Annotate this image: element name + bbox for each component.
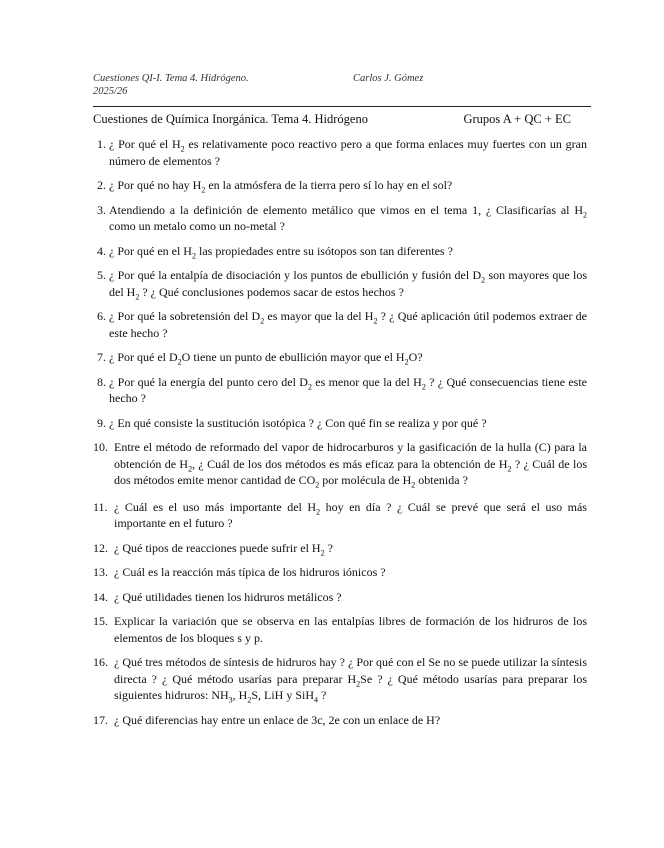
running-head-year: 2025/26	[93, 86, 128, 97]
question-subscript: 2	[188, 463, 193, 473]
question-item	[93, 177, 587, 194]
question-subscript: 2	[481, 275, 486, 285]
question-text: ¿ Por qué la energía del punto cero del D	[109, 374, 308, 389]
question-text: , ¿ Cuál de los dos métodos es más eficaz para la obtención de H	[192, 456, 508, 471]
question-subscript: 2	[247, 695, 252, 705]
question-text: obtenida ?	[415, 473, 468, 487]
question-text: las propiedades entre su isótopos son tan diferentes ?	[195, 243, 453, 258]
question-subscript: 2	[507, 463, 512, 473]
question-subscript: 2	[191, 250, 196, 260]
question-text: ¿ Por qué el H	[109, 137, 181, 151]
groups-label: Grupos A + QC + EC	[463, 112, 571, 126]
question-subscript: 2	[315, 480, 320, 490]
running-head-author: Carlos J. Gómez	[353, 73, 424, 84]
question-item	[93, 613, 587, 646]
question-text: ¿ Por qué la entalpía de disociación y los puntos de ebullición y fusión del D	[109, 268, 482, 282]
question-subscript: 2	[260, 316, 265, 326]
question-number: 17.	[93, 712, 108, 727]
question-text: en la atmósfera de la tierra pero sí lo hay en el sol?	[205, 178, 453, 192]
question-subscript: 4	[314, 695, 319, 705]
question-item	[93, 415, 587, 432]
question-subscript: 3	[228, 695, 233, 705]
question-subscript: 2	[356, 678, 361, 688]
question-number: 4.	[97, 243, 106, 258]
question-item	[93, 654, 587, 704]
question-number: 16.	[93, 655, 108, 669]
question-text: es menor que la del H	[311, 374, 422, 389]
question-text: ¿ En qué consiste la sustitución isotópica ? ¿ Con qué fin se realiza y por qué ?	[109, 415, 487, 430]
question-item	[93, 540, 587, 557]
question-item	[93, 564, 587, 581]
question-number: 14.	[93, 589, 108, 604]
document-header	[93, 106, 591, 127]
question-item	[93, 349, 587, 366]
question-number: 6.	[97, 309, 106, 323]
question-subscript: 2	[307, 381, 312, 391]
question-subscript: 2	[201, 185, 206, 195]
question-number: 3.	[97, 202, 106, 217]
question-item	[93, 499, 587, 532]
question-text: ?	[318, 688, 327, 702]
question-text: como un metalo como un no-metal ?	[109, 219, 285, 233]
question-number: 10.	[93, 440, 108, 454]
question-number: 15.	[93, 614, 108, 628]
running-head-left	[93, 72, 293, 98]
question-text: ¿ Qué diferencias hay entre un enlace de 3c, 2e con un enlace de H?	[114, 712, 441, 727]
question-subscript: 2	[320, 547, 325, 557]
question-number: 8.	[97, 374, 106, 389]
question-subscript: 2	[135, 291, 140, 301]
page-title: Cuestiones de Química Inorgánica. Tema 4. Hidrógeno	[93, 112, 368, 126]
question-text: es relativamente poco reactivo pero a que forma enlaces muy fuertes con un gran número de elementos ?	[109, 137, 587, 168]
question-item	[93, 712, 587, 729]
question-item	[93, 267, 587, 300]
question-text: O?	[408, 350, 423, 364]
question-number: 12.	[93, 540, 108, 555]
question-text: por molécula de H	[319, 473, 412, 487]
question-text: ¿ Qué tipos de reacciones puede sufrir el H	[114, 540, 321, 555]
question-text: , H	[232, 688, 248, 702]
question-text: ¿ Por qué el D	[109, 350, 178, 364]
question-subscript: 2	[373, 316, 378, 326]
question-number: 7.	[97, 350, 106, 364]
question-text: ¿ Cuál es el uso más importante del H	[114, 499, 317, 514]
question-text: Atendiendo a la definición de elemento metálico que vimos en el tema 1, ¿ Clasificarías al H	[109, 202, 583, 217]
question-number: 9.	[97, 415, 106, 430]
question-text: ?	[324, 540, 333, 555]
question-number: 11.	[93, 499, 108, 514]
question-number: 1.	[97, 137, 106, 151]
question-subscript: 2	[180, 144, 185, 154]
question-text: ¿ Qué tres métodos de síntesis de hidruros hay ? ¿ Por qué con el Se no se puede utilizar la síntesis directa ? ¿ Qué método usarías para preparar H	[114, 655, 587, 686]
question-number: 2.	[97, 178, 106, 192]
question-text: ¿ Qué utilidades tienen los hidruros metálicos ?	[114, 589, 342, 604]
question-text: O tiene un punto de ebullición mayor que el H	[181, 350, 405, 364]
running-head-course: Cuestiones QI-I. Tema 4. Hidrógeno.	[93, 73, 249, 84]
question-text: Entre el método de reformado del vapor de hidrocarburos y la gasificación de la hulla (C) para la obtención de H	[114, 440, 587, 471]
question-subscript: 2	[177, 357, 182, 367]
question-subscript: 2	[404, 357, 409, 367]
question-text: S, LiH y SiH	[251, 688, 315, 702]
question-list	[93, 136, 587, 736]
question-item	[93, 202, 587, 235]
question-item	[93, 136, 587, 169]
question-item	[93, 374, 587, 407]
question-text: ¿ Por qué en el H	[109, 243, 192, 258]
question-text: son mayores que los del H	[109, 268, 588, 299]
question-subscript: 2	[316, 506, 321, 516]
question-text: hoy en día ? ¿ Cuál se prevé que será el uso más importante en el futuro ?	[114, 499, 587, 530]
question-text: ¿ Por qué no hay H	[109, 178, 202, 192]
question-subscript: 2	[411, 480, 416, 490]
question-item	[93, 308, 587, 341]
question-text: Se ? ¿ Qué método usarías para preparar los siguientes hidruros: NH	[114, 671, 587, 702]
question-text: ¿ Cuál es la reacción más típica de los hidruros iónicos ?	[114, 565, 386, 579]
question-text: ¿ Por qué la sobretensión del D	[109, 309, 261, 323]
question-item	[93, 439, 587, 489]
question-item	[93, 243, 587, 260]
question-text: es mayor que la del H	[264, 309, 374, 323]
question-text: ? ¿ Qué conclusiones podemos sacar de estos hechos ?	[139, 284, 404, 299]
question-number: 13.	[93, 565, 108, 579]
question-text: ? ¿ Cuál de los dos métodos emite menor cantidad de CO	[114, 456, 587, 487]
question-text: ? ¿ Qué aplicación útil podemos extraer de este hecho ?	[109, 309, 588, 340]
question-text: Explicar la variación que se observa en las entalpías libres de formación de los hidruros de los elementos de los bloques s y p.	[114, 614, 587, 645]
question-number: 5.	[97, 268, 106, 282]
question-item	[93, 589, 587, 606]
question-subscript: 2	[583, 209, 587, 219]
question-subscript: 2	[421, 381, 426, 391]
question-text: ? ¿ Qué consecuencias tiene este hecho ?	[109, 374, 587, 405]
